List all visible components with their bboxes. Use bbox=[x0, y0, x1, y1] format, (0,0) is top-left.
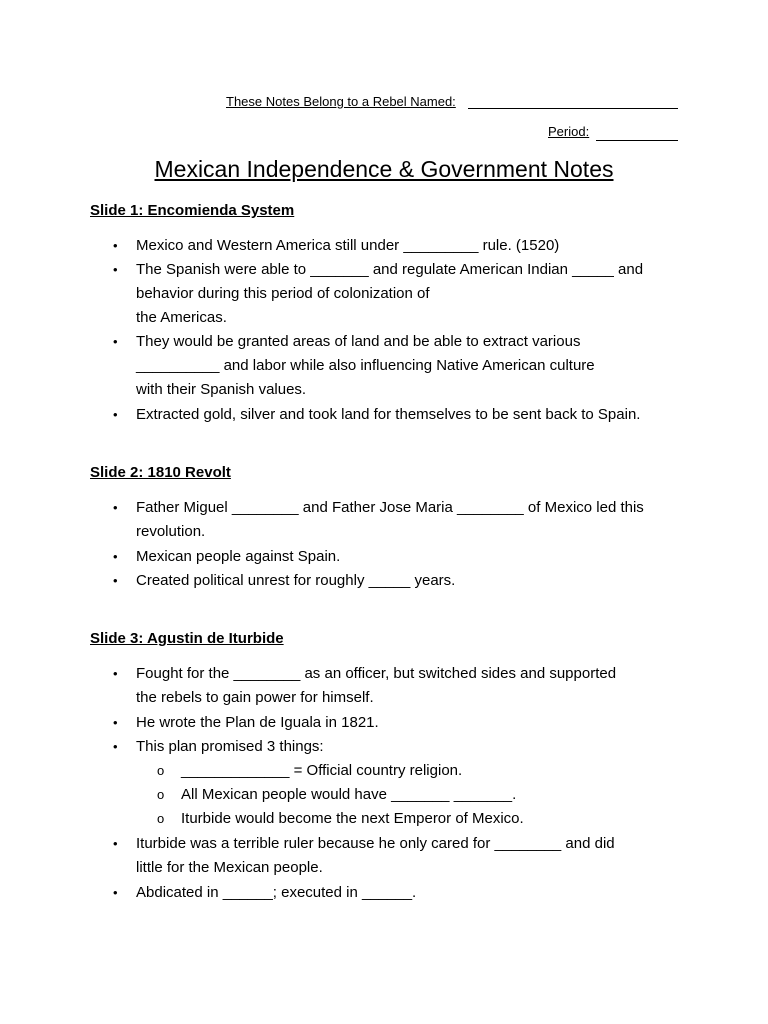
bullet-line-cont: __________ and labor while also influencing Native American culture bbox=[136, 357, 595, 374]
bullet-marker: • bbox=[113, 238, 118, 253]
name-blank-line bbox=[468, 108, 678, 109]
bullet-line-cont: little for the Mexican people. bbox=[136, 859, 323, 876]
bullet-line: Created political unrest for roughly _____ years. bbox=[136, 572, 456, 589]
bullet-marker: • bbox=[113, 334, 118, 349]
bullet-line: Fought for the ________ as an officer, but switched sides and supported bbox=[136, 665, 617, 682]
sub-bullet-marker: o bbox=[157, 811, 165, 826]
bullet-marker: • bbox=[113, 573, 118, 588]
bullet-line: They would be granted areas of land and be able to extract various bbox=[136, 333, 581, 350]
period-label: Period: bbox=[548, 124, 590, 139]
sub-bullet-line: Iturbide would become the next Emperor of Mexico. bbox=[181, 810, 524, 827]
bullet-line-cont: the rebels to gain power for himself. bbox=[136, 689, 374, 706]
section-heading-slide-1: Slide 1: Encomienda System bbox=[90, 202, 295, 219]
bullet-line-cont: behavior during this period of colonization of bbox=[136, 285, 430, 302]
bullet-marker: • bbox=[113, 262, 118, 277]
bullet-marker: • bbox=[113, 715, 118, 730]
sub-bullet-marker: o bbox=[157, 787, 165, 802]
period-blank-line bbox=[596, 140, 678, 141]
sub-bullet-line: _____________ = Official country religion. bbox=[181, 762, 463, 779]
bullet-marker: • bbox=[113, 666, 118, 681]
bullet-line: Abdicated in ______; executed in ______. bbox=[136, 884, 417, 901]
bullet-line-cont: the Americas. bbox=[136, 309, 227, 326]
section-heading-slide-3: Slide 3: Agustin de Iturbide bbox=[90, 630, 284, 647]
bullet-line: Mexican people against Spain. bbox=[136, 548, 341, 565]
bullet-marker: • bbox=[113, 836, 118, 851]
sub-bullet-marker: o bbox=[157, 763, 165, 778]
bullet-marker: • bbox=[113, 885, 118, 900]
sub-bullet-line: All Mexican people would have _______ _______. bbox=[181, 786, 517, 803]
bullet-line-cont: revolution. bbox=[136, 523, 206, 540]
bullet-line: Father Miguel ________ and Father Jose Maria ________ of Mexico led this bbox=[136, 499, 644, 516]
section-heading-slide-2: Slide 2: 1810 Revolt bbox=[90, 464, 231, 481]
bullet-line: Extracted gold, silver and took land for themselves to be sent back to Spain. bbox=[136, 406, 641, 423]
bullet-marker: • bbox=[113, 549, 118, 564]
bullet-marker: • bbox=[113, 500, 118, 515]
bullet-line: The Spanish were able to _______ and regulate American Indian _____ and bbox=[136, 261, 644, 278]
bullet-line: This plan promised 3 things: bbox=[136, 738, 324, 755]
bullet-marker: • bbox=[113, 407, 118, 422]
bullet-line: Mexico and Western America still under _________ rule. (1520) bbox=[136, 237, 560, 254]
bullet-marker: • bbox=[113, 739, 118, 754]
page-title: Mexican Independence & Government Notes bbox=[154, 156, 614, 182]
bullet-line: Iturbide was a terrible ruler because he only cared for ________ and did bbox=[136, 835, 615, 852]
owner-label: These Notes Belong to a Rebel Named: bbox=[226, 94, 456, 109]
bullet-line: He wrote the Plan de Iguala in 1821. bbox=[136, 714, 379, 731]
bullet-line-cont: with their Spanish values. bbox=[136, 381, 307, 398]
